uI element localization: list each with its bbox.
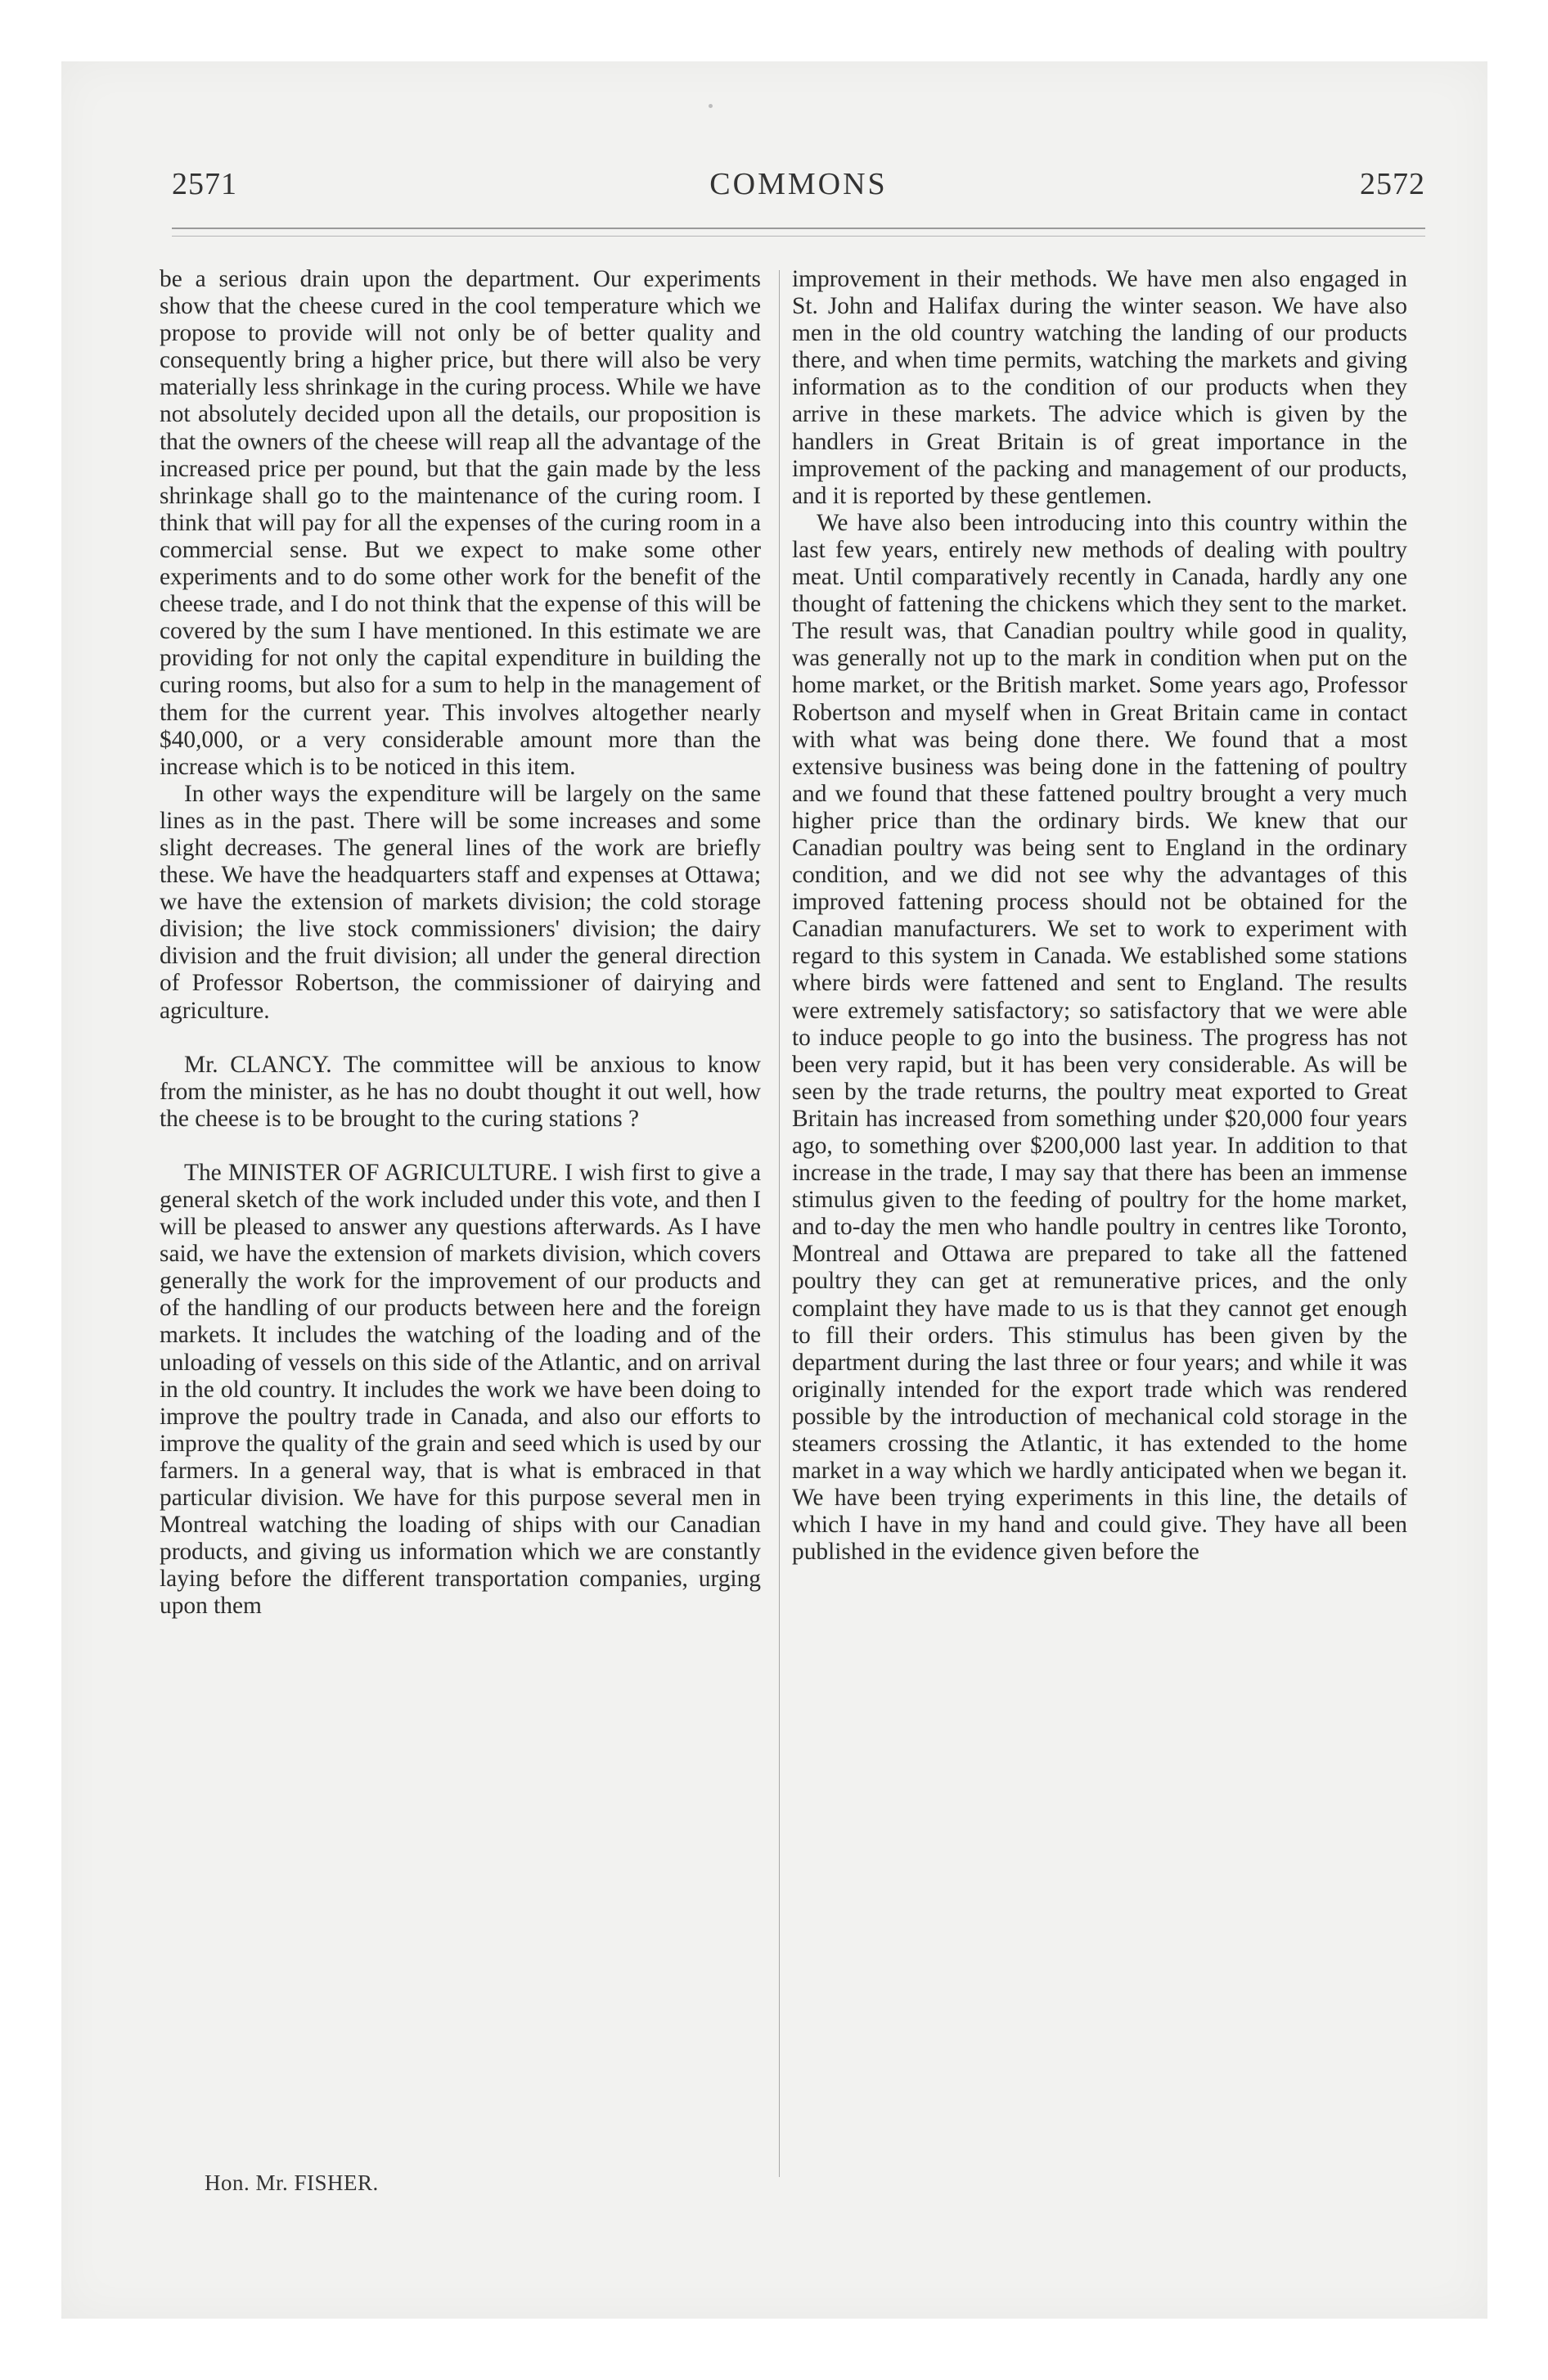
paragraph: In other ways the expenditure will be largely on the same lines as in the past. There will be some increases and some slight decreases. The general lines of the work are briefly these. We have the headquarters staff and expenses at Ottawa; we have the extension of markets division; the cold storage division; the live stock commissioners' division; the dairy division and the fruit division; all under the general direction of Professor Robertson, the commissioner of dairying and agriculture. [160,780,761,1024]
column-divider [779,270,780,2177]
footer-signature: Hon. Mr. FISHER. [205,2170,379,2195]
running-title: COMMONS [709,167,888,201]
page-number-left: 2571 [172,167,237,201]
header-rule [172,228,1425,229]
page-header [172,166,1425,207]
left-column [160,266,761,1620]
page-number-right: 2572 [1360,167,1425,201]
header-rule-thin [172,236,1425,237]
paragraph: be a serious drain upon the department. Our experiments show that the cheese cured in the cool temperature which we propose to provide will not only be of better quality and consequently bring a higher price, but there will also be very materially less shrinkage in the curing process. While we have not absolutely decided upon all the details, our proposition is that the owners of the cheese will reap all the advantage of the increased price per pound, but that the gain made by the less shrinkage shall go to the maintenance of the curing room. I think that will pay for all the expenses of the curing room in a commercial sense. But we expect to make some other experiments and to do some other work for the benefit of the cheese trade, and I do not think that the expense of this will be covered by the sum I have mentioned. In this estimate we are providing for not only the capital expenditure in building the curing rooms, but also for a sum to help in the management of them for the current year. This involves altogether nearly $40,000, or a very considerable amount more than the increase which is to be noticed in this item. [160,266,761,780]
paragraph: improvement in their methods. We have men also engaged in St. John and Halifax during the winter season. We have also men in the old country watching the landing of our products there, and when time permits, watching the markets and giving information as to the condition of our products when they arrive in these markets. The advice which is given by the handlers in Great Britain is of great importance in the improvement of the packing and management of our products, and it is reported by these gentlemen. [792,266,1407,509]
scan-speck [709,104,713,108]
paragraph: We have also been introducing into this country within the last few years, entirely new methods of dealing with poultry meat. Until comparatively recently in Canada, hardly any one thought of fattening the chickens which they sent to the market. The result was, that Canadian poultry while good in quality, was generally not up to the mark in condition when put on the home market, or the British market. Some years ago, Professor Robertson and myself when in Great Britain came in contact with what was being done there. We found that a most extensive business was being done in the fattening of poultry and we found that these fattened poultry brought a very much higher price than the ordinary birds. We knew that our Canadian poultry was being sent to England in the ordinary condition, and we did not see why the advantages of this improved fattening process should not be obtained for the Canadian manufacturers. We set to work to experiment with regard to this system in Canada. We established some stations where birds were fattened and sent to England. The results were extremely satisfactory; so satisfactory that we were able to induce people to go into the business. The progress has not been very rapid, but it has been very considerable. As will be seen by the trade returns, the poultry meat exported to Great Britain has increased from something under $20,000 four years ago, to something over $200,000 last year. In addition to that increase in the trade, I may say that there has been an immense stimulus given to the feeding of poultry for the home market, and to-day the men who handle poultry in centres like Toronto, Montreal and Ottawa are prepared to take all the fattened poultry they can get at remunerative prices, and the only complaint they have made to us is that they cannot get enough to fill their orders. This stimulus has been given by the department during the last three or four years; and while it was originally intended for the export trade which was rendered possible by the introduction of mechanical cold storage in the steamers crossing the Atlantic, it has extended to the home market in a way which we hardly anticipated when we began it. We have been trying experiments in this line, the details of which I have in my hand and could give. They have all been published in the evidence given before the [792,509,1407,1566]
speaker-paragraph-minister: The MINISTER OF AGRICULTURE. I wish first to give a general sketch of the work included under this vote, and then I will be pleased to answer any questions afterwards. As I have said, we have the extension of markets division, which covers generally the work for the improvement of our products and of the handling of our products between here and the foreign markets. It includes the watching of the loading and of the unloading of vessels on this side of the Atlantic, and on arrival in the old country. It includes the work we have been doing to improve the poultry trade in Canada, and also our efforts to improve the quality of the grain and seed which is used by our farmers. In a general way, that is what is embraced in that particular division. We have for this purpose several men in Montreal watching the loading of ships with our Canadian products, and giving us information which we are constantly laying before the different transportation companies, urging upon them [160,1159,761,1620]
speaker-paragraph-clancy: Mr. CLANCY. The committee will be anxious to know from the minister, as he has no doubt thought it out well, how the cheese is to be brought to the curing stations ? [160,1051,761,1132]
right-column [792,266,1407,1566]
